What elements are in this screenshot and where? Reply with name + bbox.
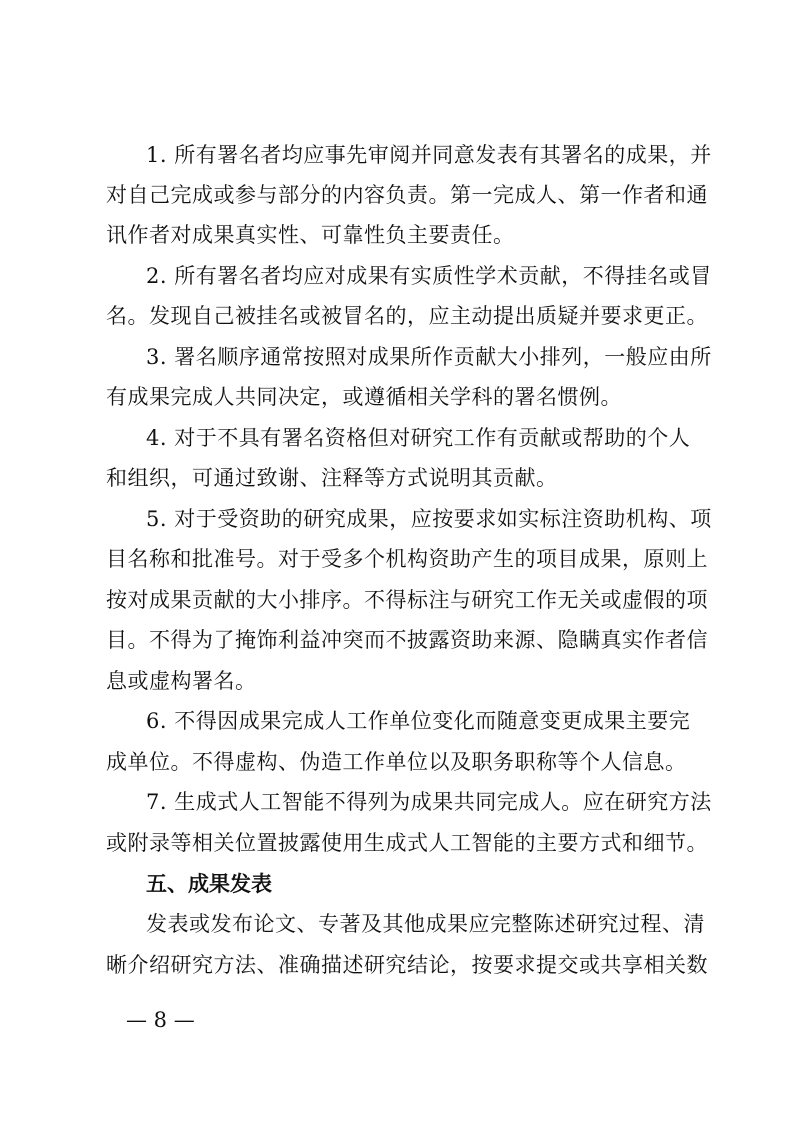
- item-7-line-1: 7. 生成式人工智能不得列为成果共同完成人。应在研究方法: [146, 790, 712, 814]
- item-1-line-3: 讯作者对成果真实性、可靠性负主要责任。: [106, 223, 515, 247]
- item-2-line-1: 2. 所有署名者均应对成果有实质性学术贡献，不得挂名或冒: [146, 264, 712, 288]
- item-4-line-1: 4. 对于不具有署名资格但对研究工作有贡献或帮助的个人: [146, 426, 691, 450]
- item-6-line-2: 成单位。不得虚构、伪造工作单位以及职务职称等个人信息。: [106, 750, 687, 774]
- item-7-line-2: 或附录等相关位置披露使用生成式人工智能的主要方式和细节。: [106, 831, 708, 855]
- item-3-line-2: 有成果完成人共同决定，或遵循相关学科的署名惯例。: [106, 385, 622, 409]
- item-5-line-4: 目。不得为了掩饰利益冲突而不披露资助来源、隐瞒真实作者信: [106, 628, 708, 652]
- page-number: — 8 —: [126, 1008, 195, 1032]
- item-2-line-2: 名。发现自己被挂名或被冒名的，应主动提出质疑并要求更正。: [106, 304, 708, 328]
- item-1-line-1: 1. 所有署名者均应事先审阅并同意发表有其署名的成果，并: [146, 143, 712, 167]
- item-4-line-2: 和组织，可通过致谢、注释等方式说明其贡献。: [106, 466, 558, 490]
- item-6-line-1: 6. 不得因成果完成人工作单位变化而随意变更成果主要完: [146, 709, 691, 733]
- section-paragraph-line-2: 晰介绍研究方法、准确描述研究结论，按要求提交或共享相关数: [106, 953, 708, 977]
- item-3-line-1: 3. 署名顺序通常按照对成果所作贡献大小排列，一般应由所: [146, 345, 712, 369]
- section-heading: 五、成果发表: [146, 872, 272, 896]
- item-1-line-2: 对自己完成或参与部分的内容负责。第一完成人、第一作者和通: [106, 183, 708, 207]
- section-paragraph-line-1: 发表或发布论文、专著及其他成果应完整陈述研究过程、清: [146, 912, 705, 936]
- item-5-line-5: 息或虚构署名。: [106, 669, 257, 693]
- item-5-line-2: 目名称和批准号。对于受多个机构资助产生的项目成果，原则上: [106, 547, 708, 571]
- item-5-line-1: 5. 对于受资助的研究成果，应按要求如实标注资助机构、项: [146, 507, 712, 531]
- item-5-line-3: 按对成果贡献的大小排序。不得标注与研究工作无关或虚假的项: [106, 588, 708, 612]
